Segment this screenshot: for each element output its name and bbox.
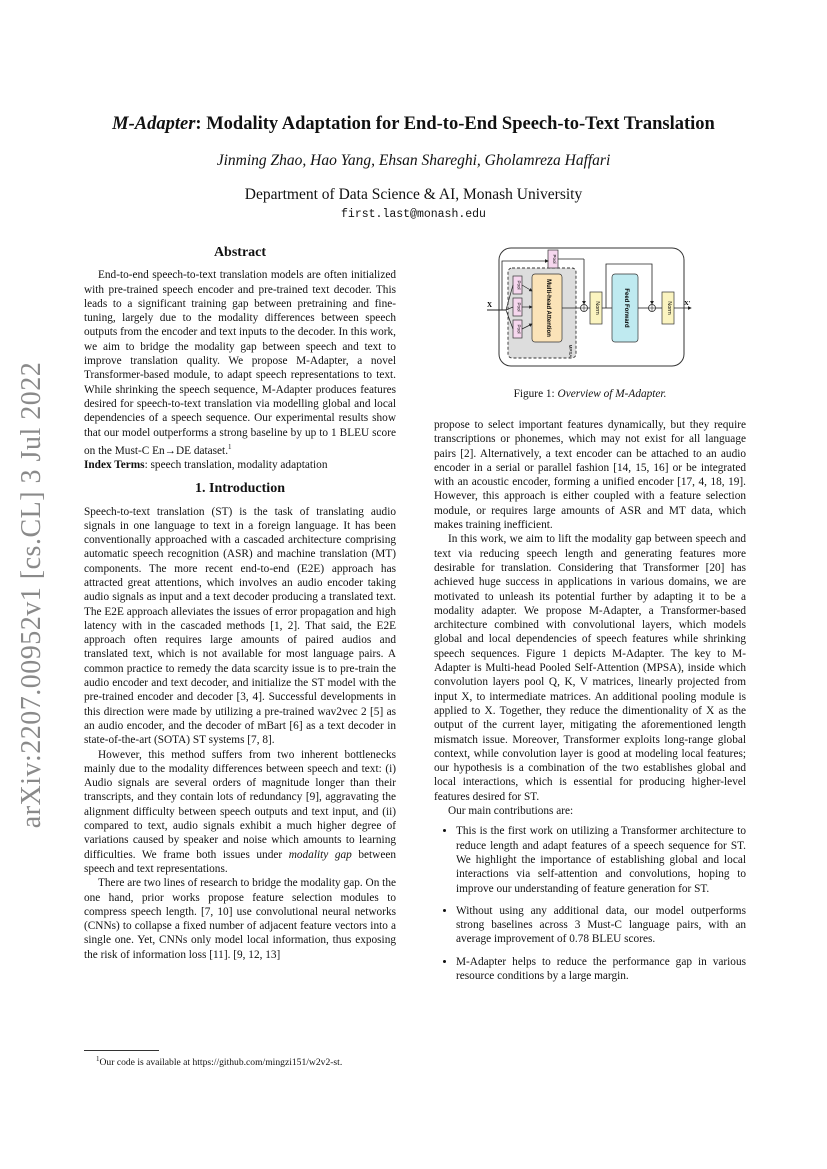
norm-label-1: Norm	[594, 301, 600, 315]
intro-paragraph-3: There are two lines of research to bridge the modality gap. On the one hand, prior works propose feature selection modules to compress speech length. [7, 10] use convolutional neural networks (CNNs) to collapse a fixed number of adjacent feature vectors into a single one. Yet, CNNs only model local information, thus exposing the risk of information loss [11]. [9, 12, 13]	[84, 877, 396, 961]
norm-label-2: Norm	[666, 301, 672, 315]
right-column	[434, 418, 746, 991]
intro-paragraph-5: In this work, we aim to lift the modality gap between speech and text via reducing speech length and generating features more desirable for translation. Considering that Transformer [20] has achieved huge success in applications in various domains, we are motivated to unleash its potential further by adapting it to be a modality adapter. We propose M-Adapter, a Transformer-based architecture combined with convolutional layers, which models global and local dependencies of speech features while shrinking speech sequences. Figure 1 depicts M-Adapter. The key to M-Adapter is Multi-head Pooled Self-Attention (MPSA), inside which convolution layers pool Q, K, V matrices, linearly projected from input X, to intermediate matrices. An additional pooling module is applied to X. Together, they reduce the dimentionality of X as the output of the current layer, mitigating the aforementioned length mismatch issue. Moreover, Transformer exploits long-range global context, while convolution layer is good at modeling local features; our hypothesis is a combination of the two establishes global and local interactions, which is essential for producing higher-level features desired for ST.	[434, 533, 746, 803]
pool-label-k: Pool	[516, 302, 522, 312]
figure-m-adapter	[484, 246, 694, 376]
abstract-text: End-to-end speech-to-text translation models are often initialized with pre-trained speech encoder and pre-trained text decoder. This leads to a significant training gap between pretraining and fine-tuning, largely due to the modality differences between speech outputs from the encoder and text inputs to the decoder. In this work, we aim to bridge the modality gap between speech and text to improve translation quality. We propose M-Adapter, a novel Transformer-based module, to adapt speech representations to text. While shrinking the speech sequence, M-Adapter produces features desired for speech-to-text translation via modelling global and local dependencies of a speech sequence. Our experimental results show that our model outperforms a strong baseline by up to 1 BLEU score on the Must-C En→DE dataset.$^1$	[84, 269, 396, 457]
figure-caption: Figure 1: Overview of M-Adapter.	[513, 388, 667, 400]
left-column	[84, 246, 396, 962]
contributions-list	[434, 824, 746, 983]
intro-paragraph-4: propose to select important features dynamically, but they require transcriptions or phonemes, which may not exist for all language pairs [2]. Alternatively, a text encoder can be attached to an audio encoder in a serial or parallel fashion [14, 15, 16] or be integrated with an acoustic encoder, forming a unified encoder [17, 4, 18, 19]. However, this approach is either coupled with a feature selection module, or requires large amounts of ASR and MT data, which makes training inefficient.	[434, 419, 746, 532]
input-label: X	[487, 301, 493, 309]
contribution-item: • This is the first work on utilizing a Transformer architecture to reduce length and adapt features of a speech sequence for ST. We highlight the importance of establishing global and local interactions via self-attention and convolutions, hoping to improve our understanding of feature generation for ST.	[456, 824, 746, 895]
index-terms: Index Terms: speech translation, modality adaptation	[84, 458, 328, 471]
affiliation: Department of Data Science & AI, Monash University	[244, 186, 583, 203]
intro-heading: 1. Introduction	[195, 481, 285, 497]
authors: Jinming Zhao, Hao Yang, Ehsan Shareghi, Gholamreza Haffari	[216, 152, 611, 169]
pool-label-q: Pool	[516, 280, 522, 290]
output-label: X'	[684, 300, 691, 307]
arxiv-stamp	[12, 361, 52, 829]
contribution-item: • M-Adapter helps to reduce the performance gap in various resource conditions by a large margin.	[456, 955, 746, 984]
arxiv-id: arXiv:2207.00952v1 [cs.CL] 3 Jul 2022	[16, 361, 47, 829]
intro-paragraph-2: However, this method suffers from two inherent bottlenecks mainly due to the modality differences between speech and text: (i) Audio signals are several orders of magnitude longer than their transcripts, and they contain lots of redundancy [9], aggravating the alignment difficulty between speech outputs and text input, and (ii) compared to text, audio signals exhibit a much higher degree of variations caused by speaker and noise which amounts to learning difficulties. We frame both issues under modality gap between speech and text representations.	[84, 748, 396, 875]
mpsa-label: MPSA	[568, 344, 573, 358]
contribution-item: • Without using any additional data, our model outperforms strong baselines across 3 Must-C language pairs, with an average improvement of 0.78 BLEU scores.	[456, 904, 746, 947]
email: first.last@monash.edu	[341, 208, 486, 221]
feed-forward-label: Feed Forward	[623, 288, 629, 328]
contributions-intro: Our main contributions are:	[448, 805, 574, 818]
pool-label-v: Pool	[516, 324, 522, 334]
footnote-rule	[84, 1050, 159, 1051]
mha-label: Multi-head Attention	[545, 279, 551, 337]
intro-paragraph-1: Speech-to-text translation (ST) is the task of translating audio signals in one language to text in a foreign language. It has been conventionally approached with a cascaded architecture comprising automatic speech recognition (ASR) and machine translation (MT) components. The more recent end-to-end (E2E) approach has attracted great attentions, which involves an audio encoder taking audio signals as input and a text decoder producing a translated text. The E2E approach alleviates the issues of error propagation and high latency with in the cascaded methods [1, 2]. That said, the E2E approach often requires large amounts of paired audios and translated text, which is not available for most language pairs. A common practice to remedy the data scarcity issue is to pre-train the audio encoder and text decoder, and initialize the ST model with the pre-trained encoder and decoder [3, 4]. Successful developments in this direction were made by utilizing a pre-trained wav2vec 2 [5] as an audio encoder, and the decoder of mBart [6] as a text decoder in state-of-the-art (SOTA) ST systems [7, 8].	[84, 505, 396, 747]
paper-title: M-Adapter: Modality Adaptation for End-to-End Speech-to-Text Translation	[112, 114, 715, 134]
pool-label-top: Pool	[552, 254, 557, 264]
abstract-heading: Abstract	[213, 245, 267, 260]
footnote: $^1$Our code is available at https://github.com/mingzi151/w2v2-st.	[96, 1055, 343, 1069]
